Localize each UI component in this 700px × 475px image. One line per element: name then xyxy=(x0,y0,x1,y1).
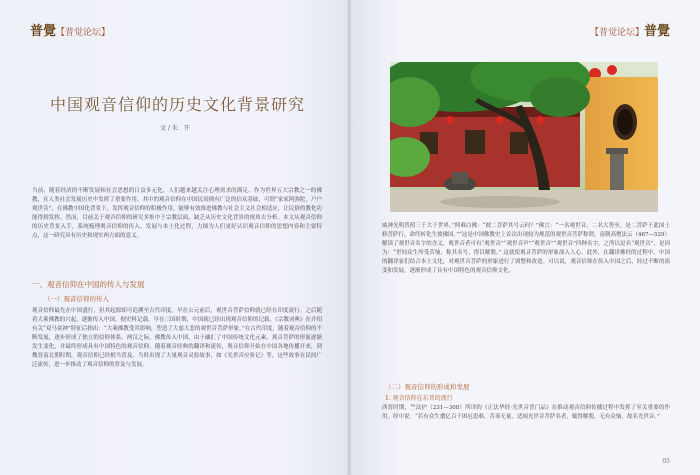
left-header-brand xyxy=(30,20,110,39)
intro-paragraph: 当前，随着经济的不断发展和社会思想的日益多元化，人们越来越关注心理需求的满足。作为世界五大宗教之一的佛教，在人类社会发展历史中发挥了重要作用。其中的观音信仰在中国民间拥有广泛的信众基础，可谓“家家阿弥陀，户户观世音”。在佛教中国化背景下，发挥观音信仰的积极作用，能够有效推进佛教与社会主义社会相适应，让民俗的教化功能得到发挥。然而，目前关于观音信仰的研究多集中于宗教层面，缺乏从历史文化背景的视角去分析。本文从观音信仰的历史背景入手，系统梳理观音信仰的传入、发展与本土化过程，力图为人们更好认识观音信仰的思想内容和主要特点，这一研究具有历史和现实两方面的意义。 xyxy=(32,188,322,239)
article-title: 中国观音信仰的历史文化背景研究 xyxy=(50,95,306,114)
subsection-heading-2: 1. 观音信仰在东晋的流行 xyxy=(385,395,453,402)
left-page xyxy=(0,0,349,475)
body-paragraph-3-text: 这就使观音菩萨的形象深入人心。此外，在翻译佛经的过程中，中国的翻译家们结合本土文化，对观世音菩萨的形象进行了调整和改造。可以说，观音信仰在传入中国之后，经过不断的演变和发展，逐渐形成了具有中国特色的观音信仰文化。 xyxy=(382,250,670,274)
temple-courtyard-image xyxy=(390,62,658,212)
section-heading-1: 一、观音信仰在中国的传入与发展 xyxy=(32,280,145,289)
page-number: 05 xyxy=(662,458,670,465)
article-byline: 文 / 朱 开 xyxy=(160,125,190,132)
body-paragraph-1: 观音信仰最先在中国盛行，但其起源却可追溯至古代印度。早在公元前后，观世音菩萨信仰就已经在印度流行。之后随着大乘佛教的兴起，逐渐传入中国。据史料记载，早在三国时期，中国就已经出现观音信仰的记载。《宗教词典》在介绍有关“双马童神”特征后指出：“大乘佛教受其影响，塑造了大慈大悲的观世音菩萨形象。”在古代印度，随着观音信仰的不断发展，逐步形成了独立的信仰体系。两汉之际，佛教传入中国，由于融汇了中国传统文化元素，观音菩萨的形象逐渐发生变化，并最终形成具有中国特色的观音信仰。随着观音经典的翻译和流传，观音信仰开始在中国各地传播开来，到魏晋南北朝时期，观音信仰已经相当普及。当时出现了大量观音灵验故事，如《光世音应验记》等，这些故事在民间广泛流传，进一步推动了观音信仰的普及与发展。 xyxy=(32,308,322,368)
body-paragraph-2 xyxy=(382,222,670,276)
body-paragraph-4: 西晋时期，竺法护（231—308）所译的《正法华经·光世音普门品》在推动观音信仰传播过程中发挥了至关重要的作用。经中说：“若有众生遭亿百千困厄患难，苦毒无量，适闻光世音菩萨名者，辄得解脱，无有众恼，故名光世音。” xyxy=(382,405,670,420)
section-tag: 【普觉论坛】 xyxy=(589,28,644,38)
subsection-heading-1: （一）观音信仰的传入 xyxy=(44,295,109,303)
right-header-brand xyxy=(590,20,670,39)
brand-logo: 普覺 xyxy=(30,24,57,39)
body-paragraph-2-text: 威神光明普照三千大千世界，”阿难白佛：“彼二菩萨其号云何？”佛言：“一名观世音，二名大势至。是二菩萨于此国土修菩萨行，命终转化生彼佛国。”“这是中国佛教史上首次出现较为规范的观世音菩萨称谓。南朝高僧法云（467—529）解读了观世音名字的含义，观世音者可有“观世音”“观世音声”“观世音”“观世音”四种名字，之所以是名“观世音”，是因为：“世间众生所受苦恼，称其名号，得以解脱。” xyxy=(382,223,670,256)
section-tag: 【普觉论坛】 xyxy=(56,28,111,38)
brand-logo: 普覺 xyxy=(643,24,670,39)
section-heading-2: （二）观音信仰的形成和发展 xyxy=(385,383,470,391)
temple-photo xyxy=(390,62,658,212)
